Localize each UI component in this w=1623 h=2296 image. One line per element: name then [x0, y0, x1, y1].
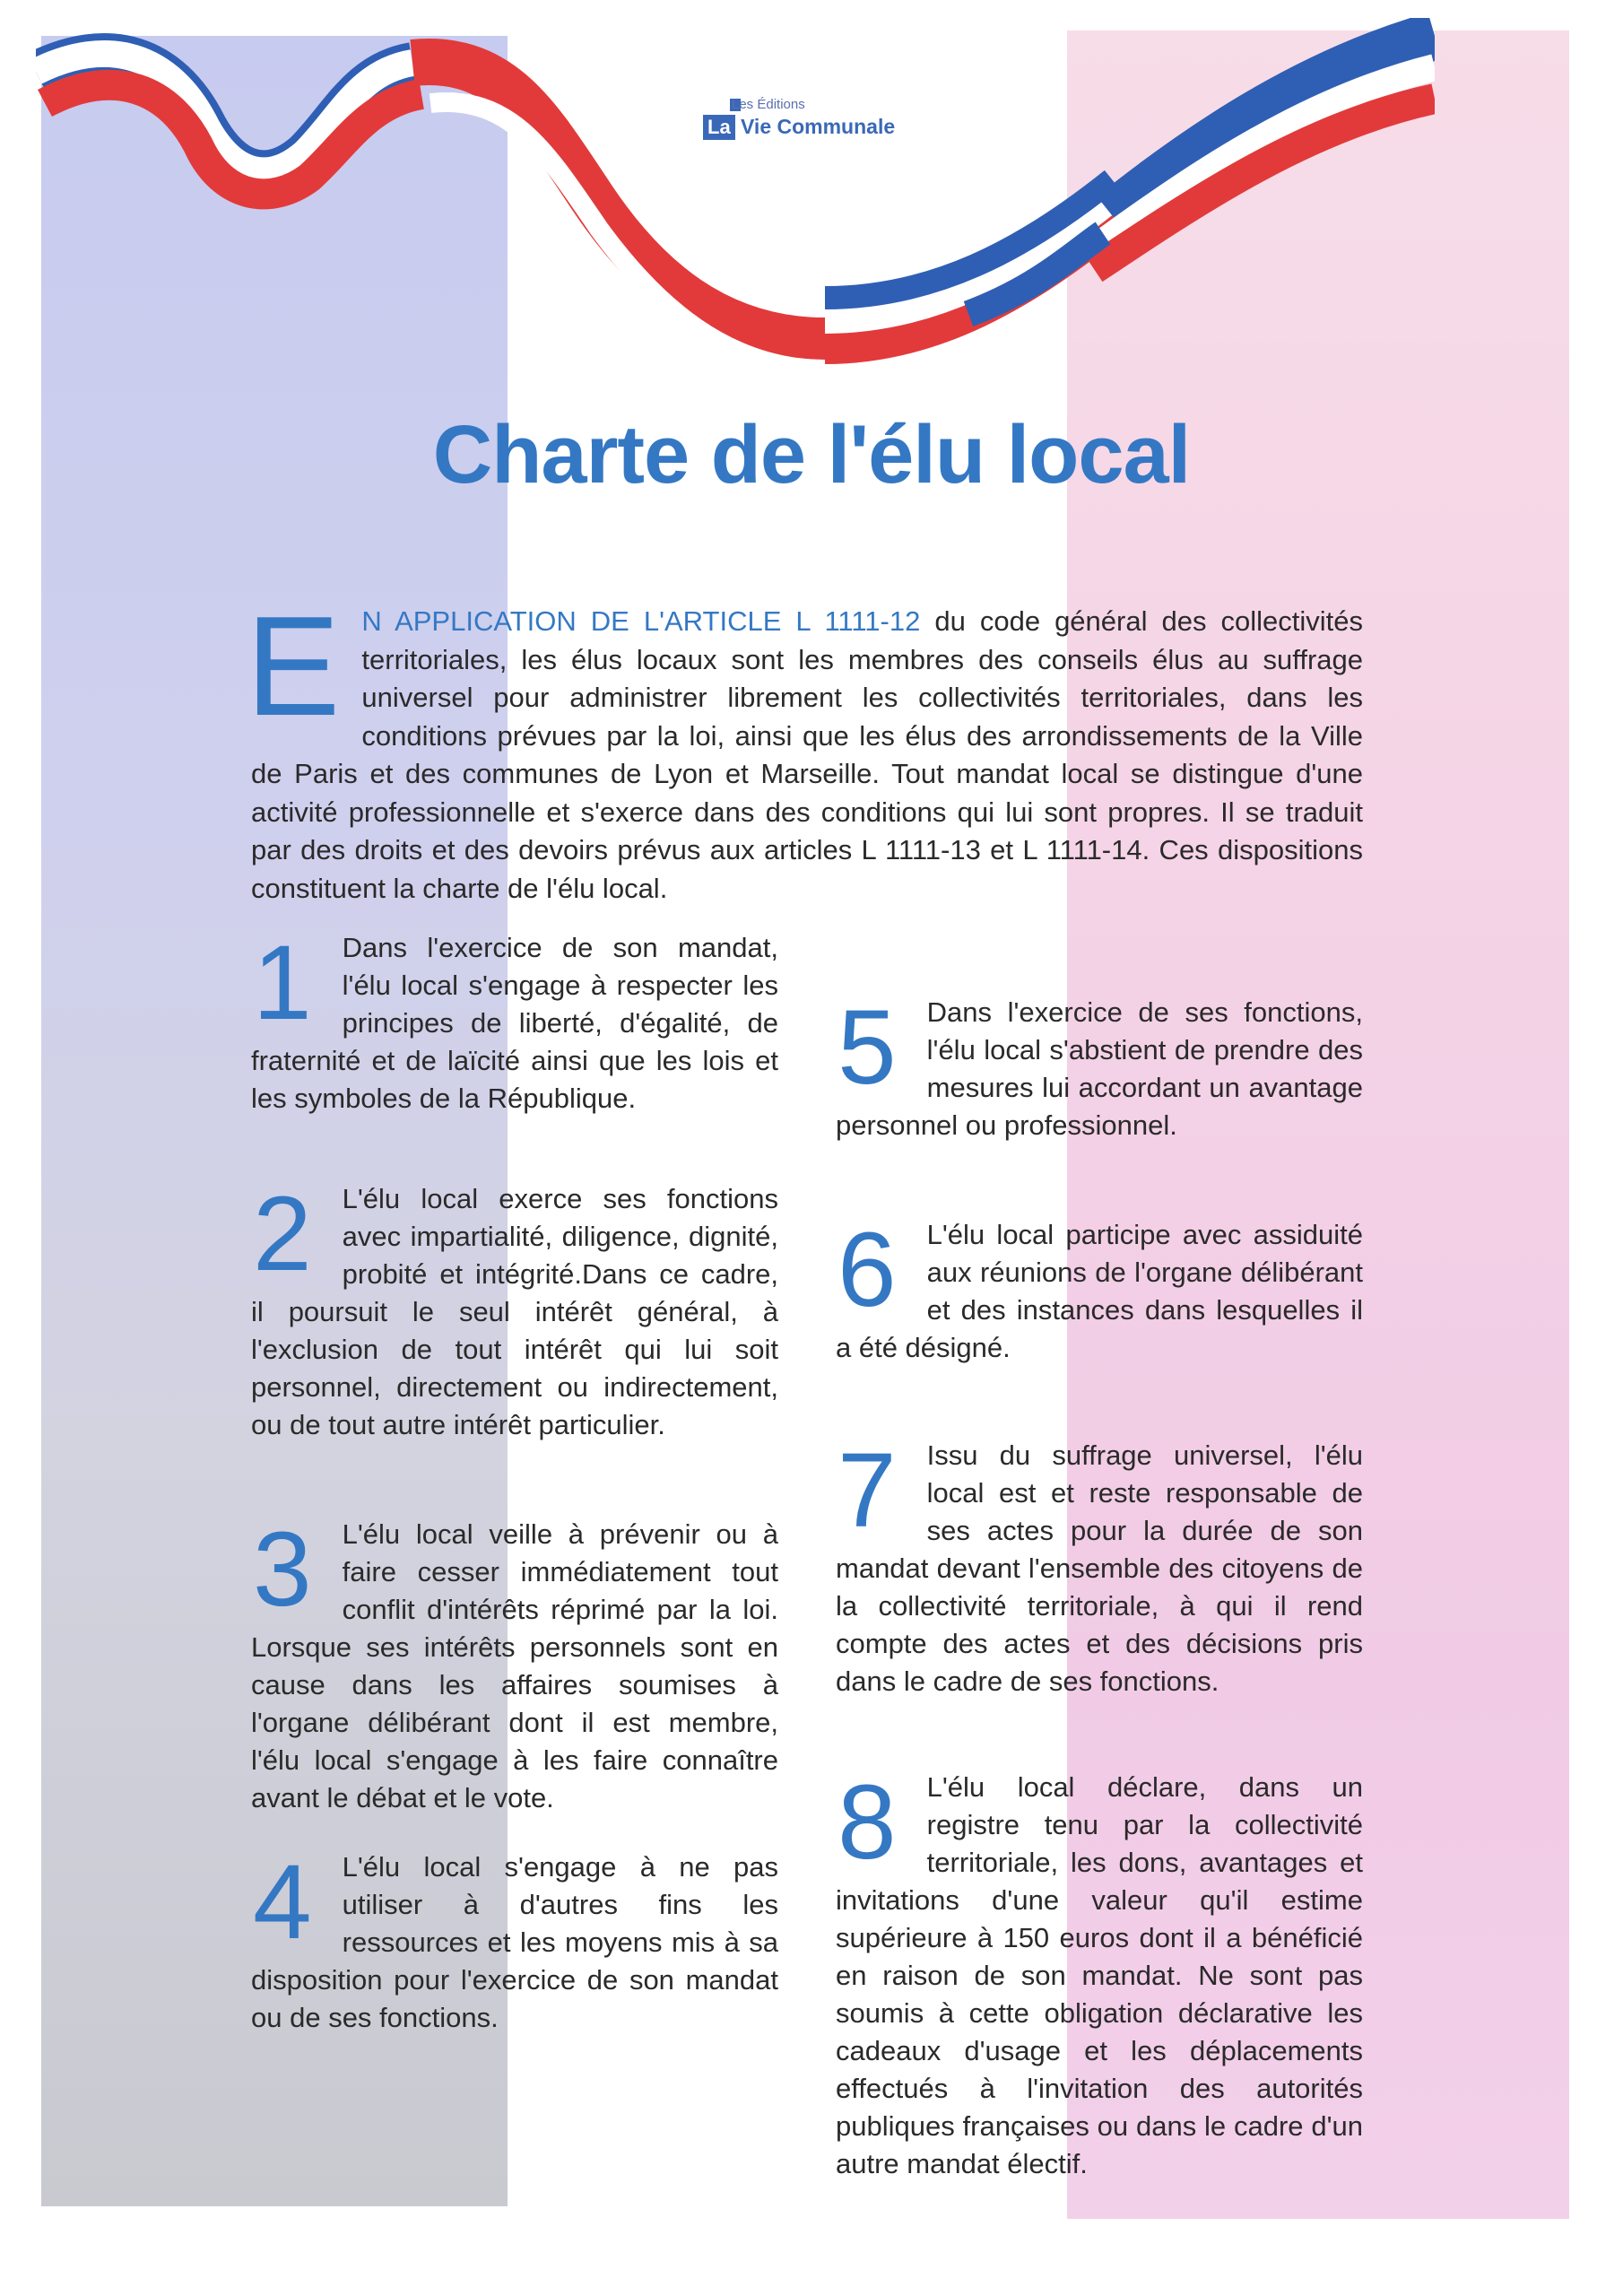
logo-name: Vie Communale — [741, 115, 896, 138]
intro-text: du code général des collectivités territoriales, les élus locaux sont les membres des conseils élus au suffrage universel pour administrer librement les collectivités territoriales, dans les conditions prévues par la loi, ainsi que les élus des arrondissements de la Ville de Paris et des communes de Lyon et Marseille. Tout mandat local se distingue d'une activité professionnelle et s'exerce dans des conditions qui lui sont propres. Il se traduit par des droits et des devoirs prévus aux articles L 1111-13 et L 1111-14. Ces dispositions constituent la charte de l'élu local. — [251, 605, 1363, 904]
article-text: L'élu local s'engage à ne pas utiliser à d'autres fins les ressources et les moyens mis à sa disposition pour l'exercice de son mandat ou de ses fonctions. — [251, 1851, 778, 2033]
tricolour-ribbon — [36, 18, 1435, 377]
article-number: 3 — [253, 1510, 312, 1629]
article-8 — [836, 1763, 1363, 2183]
article-number: 7 — [838, 1431, 897, 1550]
logo-la: La — [703, 115, 735, 140]
article-text: Dans l'exercice de ses fonctions, l'élu local s'abstient de prendre des mesures lui accordant un avantage personnel ou professionnel. — [836, 996, 1363, 1141]
logo-small-text: Les Éditions — [732, 97, 805, 112]
article-6 — [836, 1211, 1363, 1367]
intro-paragraph — [246, 587, 1363, 908]
article-4 — [251, 1843, 778, 2037]
article-1 — [251, 924, 778, 1118]
article-number: 5 — [838, 988, 897, 1107]
intro-lead: N APPLICATION DE L'ARTICLE L 1111-12 — [361, 605, 921, 637]
article-number: 4 — [253, 1843, 312, 1961]
article-7 — [836, 1431, 1363, 1700]
article-5 — [836, 988, 1363, 1144]
article-text: Issu du suffrage universel, l'élu local est et reste responsable de ses actes pour la durée de son mandat devant l'ensemble des citoyens de la collectivité territoriale, à qui il rend compte des actes et des décisions pris dans le cadre de ses fonctions. — [836, 1439, 1363, 1697]
article-3 — [251, 1510, 778, 1817]
article-text: L'élu local veille à prévenir ou à faire cesser immédiatement tout conflit d'intérêts réprimé par la loi. Lorsque ses intérêts personnels sont en cause dans les affaires soumises à l'organe délibérant dont il est membre, l'élu local s'engage à les faire connaître avant le débat et le vote. — [251, 1518, 778, 1813]
article-number: 8 — [838, 1763, 897, 1882]
article-number: 1 — [253, 924, 312, 1042]
article-text: L'élu local participe avec assiduité aux réunions de l'organe délibérant et des instances dans lesquelles il a été désigné. — [836, 1219, 1363, 1363]
article-text: Dans l'exercice de son mandat, l'élu local s'engage à respecter les principes de liberté, d'égalité, de fraternité et de laïcité ainsi que les lois et les symboles de la République. — [251, 932, 778, 1114]
article-2 — [251, 1175, 778, 1444]
article-text: L'élu local déclare, dans un registre tenu par la collectivité territoriale, les dons, avantages et invitations d'une valeur qu'il estime supérieure à 150 euros dont il a bénéficié en raison de son mandat. Ne sont pas soumis à cette obligation déclarative les cadeaux d'usage et les déplacements effectués à l'invitation des autorités publiques françaises ou dans le cadre d'un autre mandat électif. — [836, 1771, 1363, 2179]
article-number: 2 — [253, 1175, 312, 1293]
page-title: Charte de l'élu local — [432, 409, 1191, 500]
article-number: 6 — [838, 1211, 897, 1329]
intro-dropcap: E — [246, 587, 341, 745]
article-text: L'élu local exerce ses fonctions avec impartialité, diligence, dignité, probité et intégrité.Dans ce cadre, il poursuit le seul intérêt général, à l'exclusion de tout intérêt qui lui soit personnel, directement ou indirectement, ou de tout autre intérêt particulier. — [251, 1183, 778, 1440]
